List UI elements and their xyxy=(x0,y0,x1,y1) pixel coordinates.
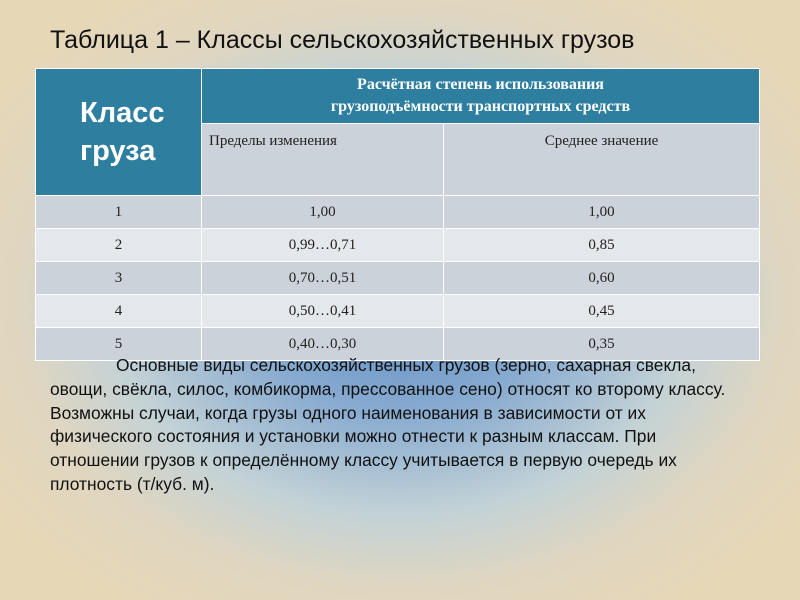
cell-range: 0,40…0,30 xyxy=(202,328,444,361)
table-row xyxy=(36,262,760,295)
table-row xyxy=(36,229,760,262)
cargo-classes-table xyxy=(35,68,760,361)
cell-class: 2 xyxy=(36,229,202,262)
cell-class: 1 xyxy=(36,196,202,229)
header-cargo-class xyxy=(36,69,202,196)
header-usage-degree-line-2: грузоподъёмности транспортных средств xyxy=(330,98,631,115)
cell-class: 4 xyxy=(36,295,202,328)
header-mean: Среднее значение xyxy=(444,124,760,196)
header-usage-degree xyxy=(202,69,760,124)
table-row xyxy=(36,295,760,328)
cell-range: 0,70…0,51 xyxy=(202,262,444,295)
table-title: Таблица 1 – Классы сельскохозяйственных грузов xyxy=(50,26,635,54)
header-usage-degree-line-1: Расчётная степень использования xyxy=(357,76,604,93)
cell-mean: 0,60 xyxy=(444,262,760,295)
cell-mean: 0,45 xyxy=(444,295,760,328)
cell-range: 0,99…0,71 xyxy=(202,229,444,262)
cell-mean: 0,35 xyxy=(444,328,760,361)
cell-mean: 0,85 xyxy=(444,229,760,262)
cell-range: 1,00 xyxy=(202,196,444,229)
header-cargo-class-line-2: груза xyxy=(80,135,156,167)
cell-mean: 1,00 xyxy=(444,196,760,229)
table-row xyxy=(36,196,760,229)
cell-class: 3 xyxy=(36,262,202,295)
body-paragraph: Основные виды сельскохозяйственных грузов (зерно, сахарная свекла, овощи, свёкла, силос, комбикорма, прессованное сено) относят ко второму классу. Возможны случаи, когда грузы одного наименования в зависимости от их физического состояния и установки можно отнести к разным классам. При отношении грузов к определённому классу учитывается в первую очередь их плотность (т/куб. м). xyxy=(50,355,726,494)
header-range: Пределы изменения xyxy=(202,124,444,196)
header-cargo-class-line-1: Класс xyxy=(80,97,165,129)
cell-range: 0,50…0,41 xyxy=(202,295,444,328)
cell-class: 5 xyxy=(36,328,202,361)
